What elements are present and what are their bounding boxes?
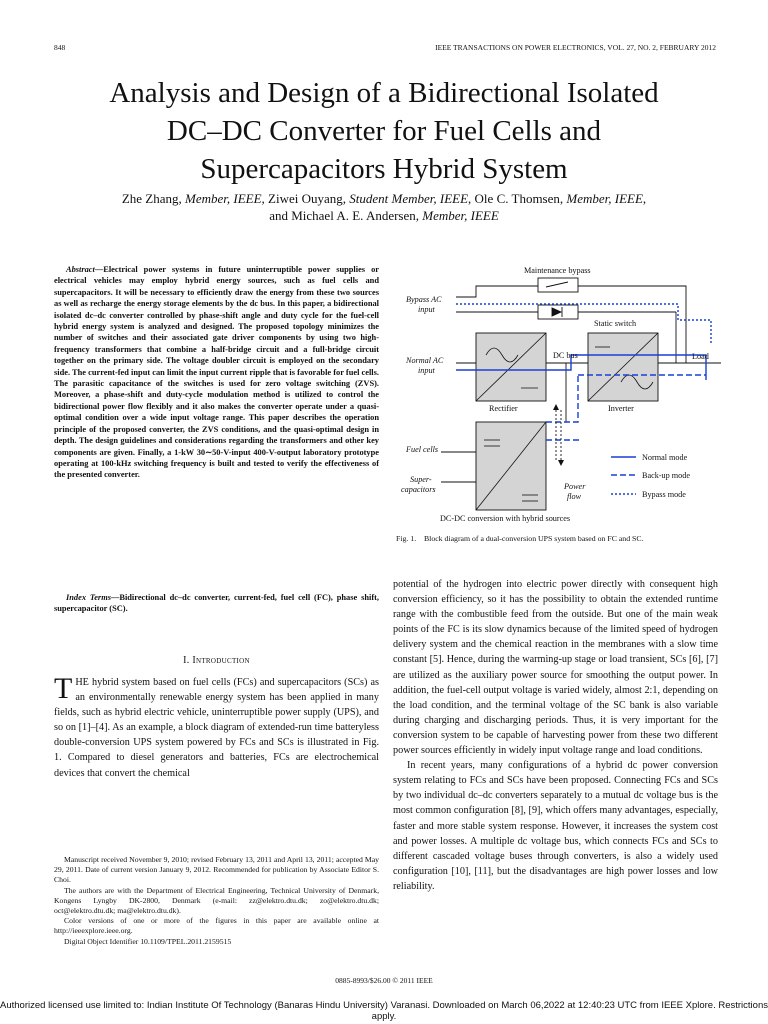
legend-bypass-label: Bypass mode [642, 490, 686, 499]
footnote: Color versions of one or more of the figures in this paper are available online at http://ieeexplore.ieee.org. [54, 916, 379, 936]
label-fuel-cells: Fuel cells [406, 445, 439, 454]
author-name: and Michael A. E. Andersen [269, 208, 416, 223]
caption-text: Block diagram of a dual-conversion UPS system based on FC and SC. [423, 534, 644, 543]
legend-normal-label: Normal mode [642, 453, 688, 462]
section-number: I. [183, 655, 193, 666]
label-supercapacitors-2: capacitors [401, 485, 436, 494]
author-name: Ziwei Ouyang [268, 191, 343, 206]
title-line: Analysis and Design of a Bidirectional Isolated [109, 77, 659, 109]
copyright-line: 0885-8993/$26.00 © 2011 IEEE [335, 976, 433, 985]
footnote: Digital Object Identifier 10.1109/TPEL.2011.2159515 [64, 936, 232, 946]
label-rectifier: Rectifier [489, 404, 518, 413]
body-paragraph: potential of the hydrogen into electric power directly with consequent high conversion efficiency, so it has the possibility to obtain the extended runtime range with the combustible feed from the outside. But one of the main weak points of the FC is its slow dynamics because of the limited speed of hydrogen delivery system and the chemical reaction in the membranes with a slow time constant [5]. Hence, during the warming-up stage or load transient, SCs [6], [7] are utilized as the auxiliary power source for smoothing the output power. In addition, the fuel-cell output voltage is varied widely, almost 2:1, depending on the load condition, and the terminal voltage of the SC bank is also variable during charging and discharging periods. Thus, it is very important for the conversion system to be capable of harvesting power from these two different power sources efficiently in widely input voltage range and load conditions. [393, 579, 718, 757]
abstract-text: —Electrical power systems in future uninterruptible power supplies or electrical vehicles may employ hybrid energy sources, such as fuel cells and supercapacitors. It will be necessary to efficiently draw the energy from these two sources as well as recharge the energy storage elements by the dc bus. In this paper, a bidirectional isolated dc–dc converter controlled by phase-shift angle and duty cycle for the fuel-cell hybrid energy system is analyzed and designed. The proposed topology minimizes the number of switches and their associated gate driver components by using two high-frequency transformers that combine a half-bridge circuit and a full-bridge circuit together on the primary side. The voltage doubler circuit is employed on the secondary side. The current-fed input can limit the input current ripple that is favorable for fuel cells. The parasitic capacitance of the switches is used for zero voltage switching (ZVS). Moreover, a phase-shift and duty-cycle modulation method is utilized to control the bidirectional power flow flexibly and it also makes the converter operate under a quasi-optimal condition over a wide input voltage range. This paper describes the operation principle of the proposed converter, the ZVS conditions, and the quasi-optimal design in depth. The design guidelines and considerations regarding the transformers and other key components are given. Finally, a 1-kW 30∼50-V-input 400-V-output laboratory prototype operating at 100-kHz switching frequency is built and tested to verify the effectiveness of the presented converter. [54, 265, 379, 480]
figure-caption [396, 534, 726, 543]
intro-text: hybrid system based on fuel cells (FCs) and supercapacitors (SCs) as an environmentally renewable energy system has been applied in many fields, such as hybrid electric vehicle, uninterruptible power supply (UPS), and so on [1]–[4]. As an example, a block diagram of extended-run time batteryless double-conversion UPS system powered by FCs and SCs is illustrated in Fig. 1. Compared to diesel generators and batteries, FCs are electrochemical devices that convert the chemical [54, 677, 379, 779]
title-line: Supercapacitors Hybrid System [200, 153, 568, 185]
author-name: Ole C. Thomsen [474, 191, 560, 206]
author-role: Member, IEEE [185, 191, 262, 206]
legend-backup-label: Back-up mode [642, 471, 690, 480]
label-inverter: Inverter [608, 404, 634, 413]
lead-word: HE [75, 677, 89, 688]
label-static-switch: Static switch [594, 319, 637, 328]
author-role: Member, IEEE [566, 191, 643, 206]
label-power: Power [564, 482, 586, 491]
index-terms-label: Index Terms [66, 593, 111, 602]
abstract [54, 264, 379, 481]
index-terms [54, 592, 379, 615]
footnotes [54, 855, 379, 947]
body-paragraph: In recent years, many configurations of a hybrid dc power conversion system relating to FCs and SCs have been proposed. Connecting FCs and SCs by two individual dc–dc converters separately to a mutual dc voltage bus is the most common configuration [8], [9], which offers many advantages, especially, faster and more stable system response. However, it increases the system cost and power losses. A multiple dc voltage bus, which connects FCs and SCs to different cascaded voltage buses through converters, is also a widely used configuration [10], [11], but the disadvantages are high power losses and low reliability. [393, 760, 718, 892]
title-line: DC–DC Converter for Fuel Cells and [166, 115, 602, 147]
footnote: Manuscript received November 9, 2010; revised February 13, 2011 and April 13, 2011; accepted May 29, 2011. Date of current version January 9, 2012. Recommended for publication by Associate Editor S. Choi. [54, 855, 379, 885]
journal-header: IEEE TRANSACTIONS ON POWER ELECTRONICS, VOL. 27, NO. 2, FEBRUARY 2012 [435, 43, 716, 52]
drop-cap: T [54, 672, 73, 705]
author-role: Member, IEEE [422, 208, 499, 223]
license-notice: Authorized licensed use limited to: Indian Institute Of Technology (Banaras Hindu University) Varanasi. Downloaded on March 06,2022 at 12:40:23 UTC from IEEE Xplore. Restrictions apply. [0, 1000, 768, 1022]
right-column-text [393, 577, 718, 894]
section-title: Introduction [192, 655, 250, 666]
maintenance-bypass-switch [538, 278, 578, 292]
label-load: Load [692, 352, 709, 361]
label-dc-bus: DC bus [553, 351, 578, 360]
label-maintenance-bypass: Maintenance bypass [524, 266, 591, 275]
footnote: The authors are with the Department of Electrical Engineering, Technical University of Denmark, Kongens Lyngby DK-2800, Denmark (e-mail: zz@elektro.dtu.dk; zo@elektro.dtu.dk; oct@elektro.dtu.dk; ma@elektro.dtu.dk). [54, 885, 379, 916]
paper-title [60, 74, 708, 188]
author-role: Student Member, IEEE [349, 191, 469, 206]
label-bypass-ac: Bypass AC [406, 295, 442, 304]
label-bypass-ac-input: input [418, 305, 435, 314]
author-list: Zhe Zhang, Member, IEEE, Ziwei Ouyang, Student Member, IEEE, Ole C. Thomsen, Member, IEEE, and Michael A. E. Andersen, Member, IEEE [121, 191, 647, 223]
index-terms-text: —Bidirectional dc–dc converter, current-fed, fuel cell (FC), phase shift, supercapacitor (SC). [54, 593, 379, 614]
intro-paragraph [54, 672, 379, 781]
caption-label: Fig. 1. [396, 534, 417, 543]
label-dcdc-conversion: DC-DC conversion with hybrid sources [440, 514, 571, 523]
label-supercapacitors-1: Super- [410, 475, 432, 484]
label-normal-ac: Normal AC [406, 356, 444, 365]
section-heading [54, 655, 379, 666]
abstract-label: Abstract [66, 265, 95, 274]
figure-block-diagram [396, 260, 728, 528]
label-normal-ac-input: input [418, 366, 435, 375]
label-flow: flow [567, 492, 582, 501]
author-name: Zhe Zhang [121, 191, 179, 206]
page-number: 848 [54, 43, 66, 52]
